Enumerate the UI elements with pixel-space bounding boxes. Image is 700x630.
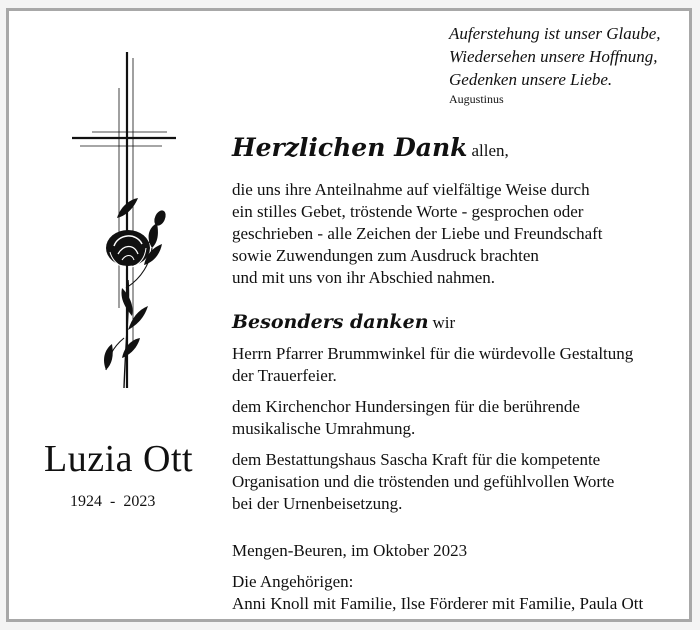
special-heading-row xyxy=(232,311,455,334)
special-line: dem Kirchenchor Hundersingen für die berührende xyxy=(232,397,580,416)
thanks-line: sowie Zuwendungen zum Ausdruck brachten xyxy=(232,246,539,265)
special-line: der Trauerfeier. xyxy=(232,366,337,385)
place-date: Mengen-Beuren, im Oktober 2023 xyxy=(232,541,468,560)
special-paragraph xyxy=(232,396,580,440)
thanks-heading: Herzlichen Dank xyxy=(232,133,468,162)
thanks-heading-suffix: allen, xyxy=(471,141,509,160)
quote-author: Augustinus xyxy=(449,92,504,106)
special-line: Organisation und die tröstenden und gefühlvollen Worte xyxy=(232,472,615,491)
special-line: bei der Urnenbeisetzung. xyxy=(232,494,403,513)
thanks-paragraph xyxy=(232,179,603,289)
special-line: dem Bestattungshaus Sascha Kraft für die kompetente xyxy=(232,450,601,469)
thanks-line: geschrieben - alle Zeichen der Liebe und Freundschaft xyxy=(232,224,603,243)
quote xyxy=(449,22,661,91)
thanks-line: die uns ihre Anteilnahme auf vielfältige Weise durch xyxy=(232,180,590,199)
special-heading: Besonders danken xyxy=(232,311,429,333)
deceased-years: 1924 - 2023 xyxy=(70,493,156,510)
relatives-label: Die Angehörigen: xyxy=(232,572,354,591)
special-paragraph xyxy=(232,449,614,515)
special-line: musikalische Umrahmung. xyxy=(232,419,416,438)
deceased-name: Luzia Ott xyxy=(44,438,194,480)
special-heading-suffix: wir xyxy=(432,313,456,332)
special-paragraph xyxy=(232,343,633,387)
quote-line: Gedenken unsere Liebe. xyxy=(449,70,613,89)
quote-line: Wiedersehen unsere Hoffnung, xyxy=(449,47,658,66)
cross-with-rose-icon xyxy=(62,48,182,398)
special-line: Herrn Pfarrer Brummwinkel für die würdevolle Gestaltung xyxy=(232,344,634,363)
relatives-names: Anni Knoll mit Familie, Ilse Förderer mit Familie, Paula Ott xyxy=(232,594,644,613)
quote-line: Auferstehung ist unser Glaube, xyxy=(449,24,661,43)
thanks-line: und mit uns von ihr Abschied nahmen. xyxy=(232,268,496,287)
thanks-heading-row xyxy=(232,133,509,162)
thanks-line: ein stilles Gebet, tröstende Worte - gesprochen oder xyxy=(232,202,584,221)
relatives xyxy=(232,571,643,615)
